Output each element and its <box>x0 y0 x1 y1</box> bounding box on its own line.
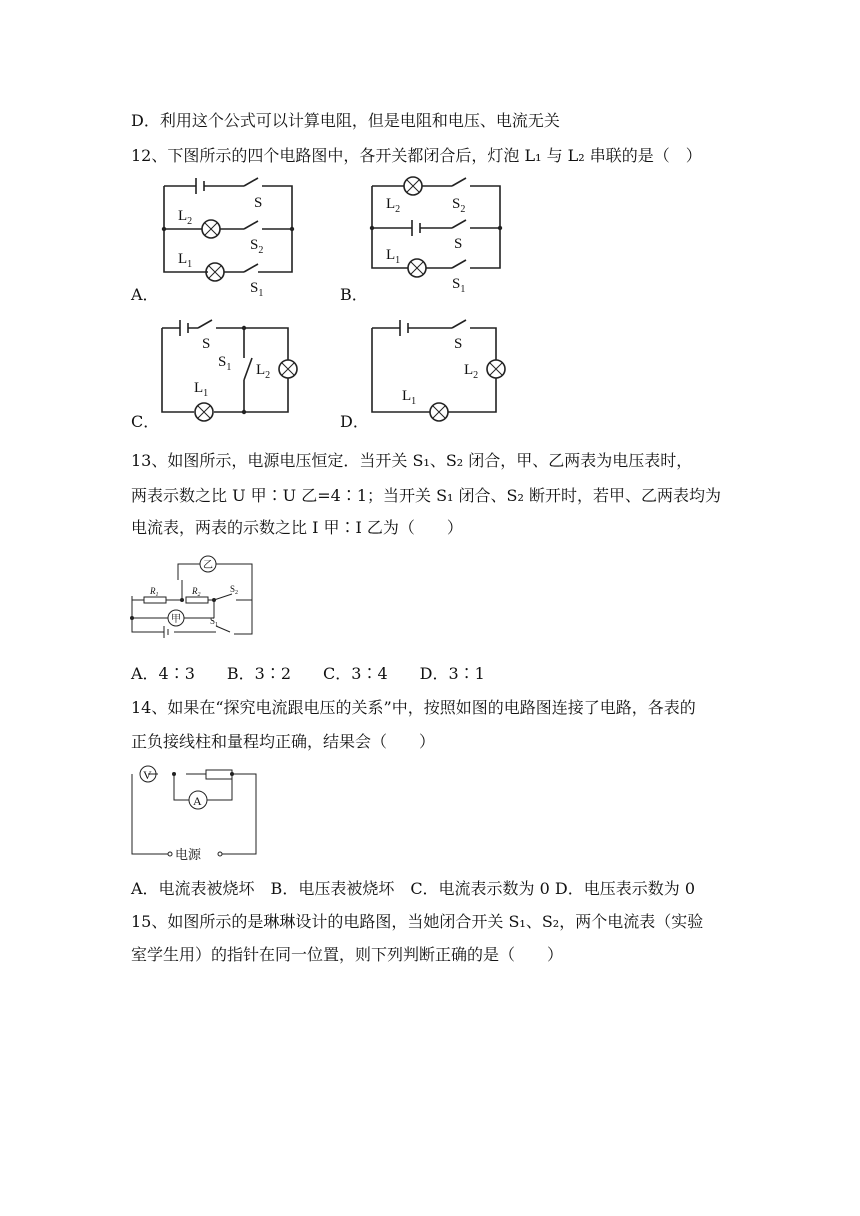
q12-option-c-label: C． <box>131 412 160 431</box>
label-s2: $S_2$ <box>230 584 239 596</box>
meter-jia: 甲 <box>171 614 181 625</box>
label-l2: $L_2$ <box>386 196 401 215</box>
question-12-stem: 12、下图所示的四个电路图中，各开关都闭合后，灯泡 L₁ 与 L₂ 串联的是（ ） <box>131 146 702 165</box>
question-15-line-2: 室学生用）的指针在同一位置，则下列判断正确的是（ ） <box>131 945 564 964</box>
q12-option-b-label: B． <box>340 285 368 304</box>
label-s: S <box>454 336 463 352</box>
q14-circuit <box>130 764 258 860</box>
question-13-line-3: 电流表，两表的示数之比 I 甲∶I 乙为（ ） <box>131 518 463 537</box>
q13-circuit <box>130 550 256 642</box>
label-s2: $S_2$ <box>452 196 466 215</box>
label-s1: $S_1$ <box>218 354 232 373</box>
question-14-options: A．电流表被烧坏 B．电压表被烧坏 C．电流表示数为 0 D．电压表示数为 0 <box>131 879 696 898</box>
label-l2: $L_2$ <box>464 362 479 381</box>
q12-option-a-label: A． <box>131 285 159 304</box>
question-13-line-1: 13、如图所示，电源电压恒定．当开关 S₁、S₂ 闭合，甲、乙两表为电压表时， <box>131 451 693 470</box>
label-l2: $L_2$ <box>178 208 193 227</box>
prev-option-d: D．利用这个公式可以计算电阻，但是电阻和电压、电流无关 <box>131 111 560 130</box>
label-s2: $S_2$ <box>250 237 264 256</box>
label-l1: $L_1$ <box>386 247 401 266</box>
label-s: S <box>254 195 263 211</box>
label-s1: $S_1$ <box>250 280 264 299</box>
label-l2: $L_2$ <box>256 362 271 381</box>
q12-circuit-a <box>158 176 298 299</box>
label-r2: $R_2$ <box>192 586 201 598</box>
label-s: S <box>454 236 463 252</box>
question-14-line-2: 正负接线柱和量程均正确，结果会（ ） <box>131 732 436 751</box>
power-source-label: 电源 <box>175 847 202 862</box>
label-s1: $S_1$ <box>210 616 219 628</box>
voltmeter-v: V <box>143 768 152 782</box>
q12-circuit-b <box>368 172 508 294</box>
label-r1: $R_1$ <box>150 586 159 598</box>
q12-circuit-d <box>370 318 520 422</box>
question-13-line-2: 两表示数之比 U 甲∶U 乙=4∶1；当开关 S₁ 闭合、S₂ 断开时，若甲、乙两表均为 <box>131 486 722 505</box>
label-s1: $S_1$ <box>452 276 466 295</box>
label-l1: $L_1$ <box>402 388 417 407</box>
label-s: S <box>202 336 211 352</box>
q12-circuit-c <box>158 318 308 422</box>
question-15-line-1: 15、如图所示的是琳琳设计的电路图，当她闭合开关 S₁、S₂，两个电流表（实验 <box>131 912 704 931</box>
label-l1: $L_1$ <box>194 380 209 399</box>
question-14-line-1: 14、如果在“探究电流跟电压的关系”中，按照如图的电路图连接了电路，各表的 <box>131 698 696 717</box>
ammeter-a: A <box>193 794 202 808</box>
meter-yi: 乙 <box>203 560 213 571</box>
question-13-options: A．4∶3 B．3∶2 C．3∶4 D．3∶1 <box>131 664 485 683</box>
q12-option-d-label: D． <box>340 412 369 431</box>
label-l1: $L_1$ <box>178 251 193 270</box>
